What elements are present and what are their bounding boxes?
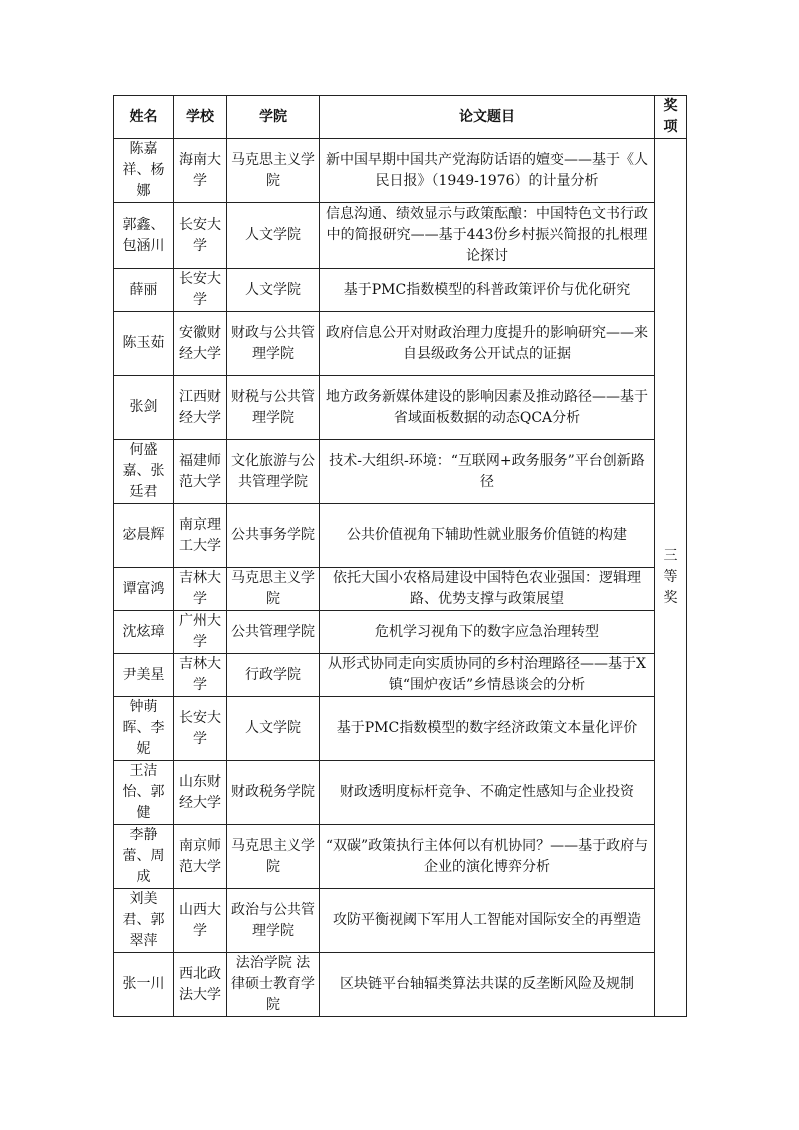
school-cell: 西北政法大学 (174, 953, 227, 1017)
school-cell: 江西财经大学 (174, 376, 227, 440)
table-row (114, 568, 687, 611)
table-row (114, 825, 687, 889)
paper-title-cell: 攻防平衡视阈下军用人工智能对国际安全的再塑造 (320, 889, 655, 953)
author-cell: 何盛嘉、张廷君 (114, 440, 174, 504)
college-cell: 法治学院 法律硕士教育学院 (227, 953, 320, 1017)
college-cell: 政治与公共管理学院 (227, 889, 320, 953)
header-college: 学院 (227, 96, 320, 139)
author-cell: 郭鑫、包涵川 (114, 203, 174, 269)
paper-title-cell: 基于PMC指数模型的科普政策评价与优化研究 (320, 269, 655, 312)
college-cell: 财税与公共管理学院 (227, 376, 320, 440)
author-cell: 尹美星 (114, 654, 174, 697)
table-row (114, 504, 687, 568)
college-cell: 文化旅游与公共管理学院 (227, 440, 320, 504)
author-cell: 陈玉茹 (114, 312, 174, 376)
college-cell: 马克思主义学院 (227, 825, 320, 889)
school-cell: 吉林大学 (174, 568, 227, 611)
college-cell: 人文学院 (227, 697, 320, 761)
author-cell: 王洁怡、郭健 (114, 761, 174, 825)
paper-title-cell: 危机学习视角下的数字应急治理转型 (320, 611, 655, 654)
school-cell: 吉林大学 (174, 654, 227, 697)
header-row (114, 96, 687, 139)
table-row (114, 697, 687, 761)
table-row (114, 889, 687, 953)
college-cell: 人文学院 (227, 269, 320, 312)
header-title: 论文题目 (320, 96, 655, 139)
awards-table (113, 95, 687, 1017)
college-cell: 财政与公共管理学院 (227, 312, 320, 376)
school-cell: 海南大学 (174, 139, 227, 203)
school-cell: 福建师范大学 (174, 440, 227, 504)
header-school: 学校 (174, 96, 227, 139)
college-cell: 马克思主义学院 (227, 139, 320, 203)
school-cell: 南京理工大学 (174, 504, 227, 568)
paper-title-cell: 从形式协同走向实质协同的乡村治理路径——基于X镇“围炉夜话”乡情恳谈会的分析 (320, 654, 655, 697)
table-row (114, 376, 687, 440)
college-cell: 人文学院 (227, 203, 320, 269)
author-cell: 张一川 (114, 953, 174, 1017)
table-row (114, 312, 687, 376)
table-row (114, 953, 687, 1017)
school-cell: 长安大学 (174, 697, 227, 761)
paper-title-cell: 基于PMC指数模型的数字经济政策文本量化评价 (320, 697, 655, 761)
school-cell: 长安大学 (174, 269, 227, 312)
author-cell: 刘美君、郭翠萍 (114, 889, 174, 953)
paper-title-cell: 技术-大组织-环境：“互联网+政务服务”平台创新路径 (320, 440, 655, 504)
college-cell: 行政学院 (227, 654, 320, 697)
paper-title-cell: 区块链平台轴辐类算法共谋的反垄断风险及规制 (320, 953, 655, 1017)
college-cell: 公共管理学院 (227, 611, 320, 654)
table-row (114, 611, 687, 654)
table-row (114, 269, 687, 312)
author-cell: 钟萌晖、李妮 (114, 697, 174, 761)
author-cell: 谭富鸿 (114, 568, 174, 611)
school-cell: 山西大学 (174, 889, 227, 953)
table-row (114, 654, 687, 697)
school-cell: 安徽财经大学 (174, 312, 227, 376)
paper-title-cell: 新中国早期中国共产党海防话语的嬗变——基于《人民日报》（1949-1976）的计量分析 (320, 139, 655, 203)
table-row (114, 203, 687, 269)
school-cell: 山东财经大学 (174, 761, 227, 825)
header-name: 姓名 (114, 96, 174, 139)
paper-title-cell: 地方政务新媒体建设的影响因素及推动路径——基于省域面板数据的动态QCA分析 (320, 376, 655, 440)
paper-title-cell: 信息沟通、绩效显示与政策酝酿：中国特色文书行政中的简报研究——基于443份乡村振兴简报的扎根理论探讨 (320, 203, 655, 269)
author-cell: 宓晨辉 (114, 504, 174, 568)
table-row (114, 761, 687, 825)
award-level-cell: 三等奖 (655, 139, 687, 1017)
author-cell: 薛丽 (114, 269, 174, 312)
paper-title-cell: 依托大国小农格局建设中国特色农业强国：逻辑理路、优势支撑与政策展望 (320, 568, 655, 611)
college-cell: 公共事务学院 (227, 504, 320, 568)
college-cell: 财政税务学院 (227, 761, 320, 825)
author-cell: 沈炫璋 (114, 611, 174, 654)
college-cell: 马克思主义学院 (227, 568, 320, 611)
paper-title-cell: 公共价值视角下辅助性就业服务价值链的构建 (320, 504, 655, 568)
school-cell: 长安大学 (174, 203, 227, 269)
school-cell: 南京师范大学 (174, 825, 227, 889)
author-cell: 陈嘉祥、杨娜 (114, 139, 174, 203)
paper-title-cell: “双碳”政策执行主体何以有机协同？——基于政府与企业的演化博弈分析 (320, 825, 655, 889)
paper-title-cell: 财政透明度标杆竞争、不确定性感知与企业投资 (320, 761, 655, 825)
author-cell: 张剑 (114, 376, 174, 440)
table-row (114, 139, 687, 203)
header-award: 奖项 (655, 96, 687, 139)
author-cell: 李静蕾、周成 (114, 825, 174, 889)
school-cell: 广州大学 (174, 611, 227, 654)
paper-title-cell: 政府信息公开对财政治理力度提升的影响研究——来自县级政务公开试点的证据 (320, 312, 655, 376)
table-row (114, 440, 687, 504)
